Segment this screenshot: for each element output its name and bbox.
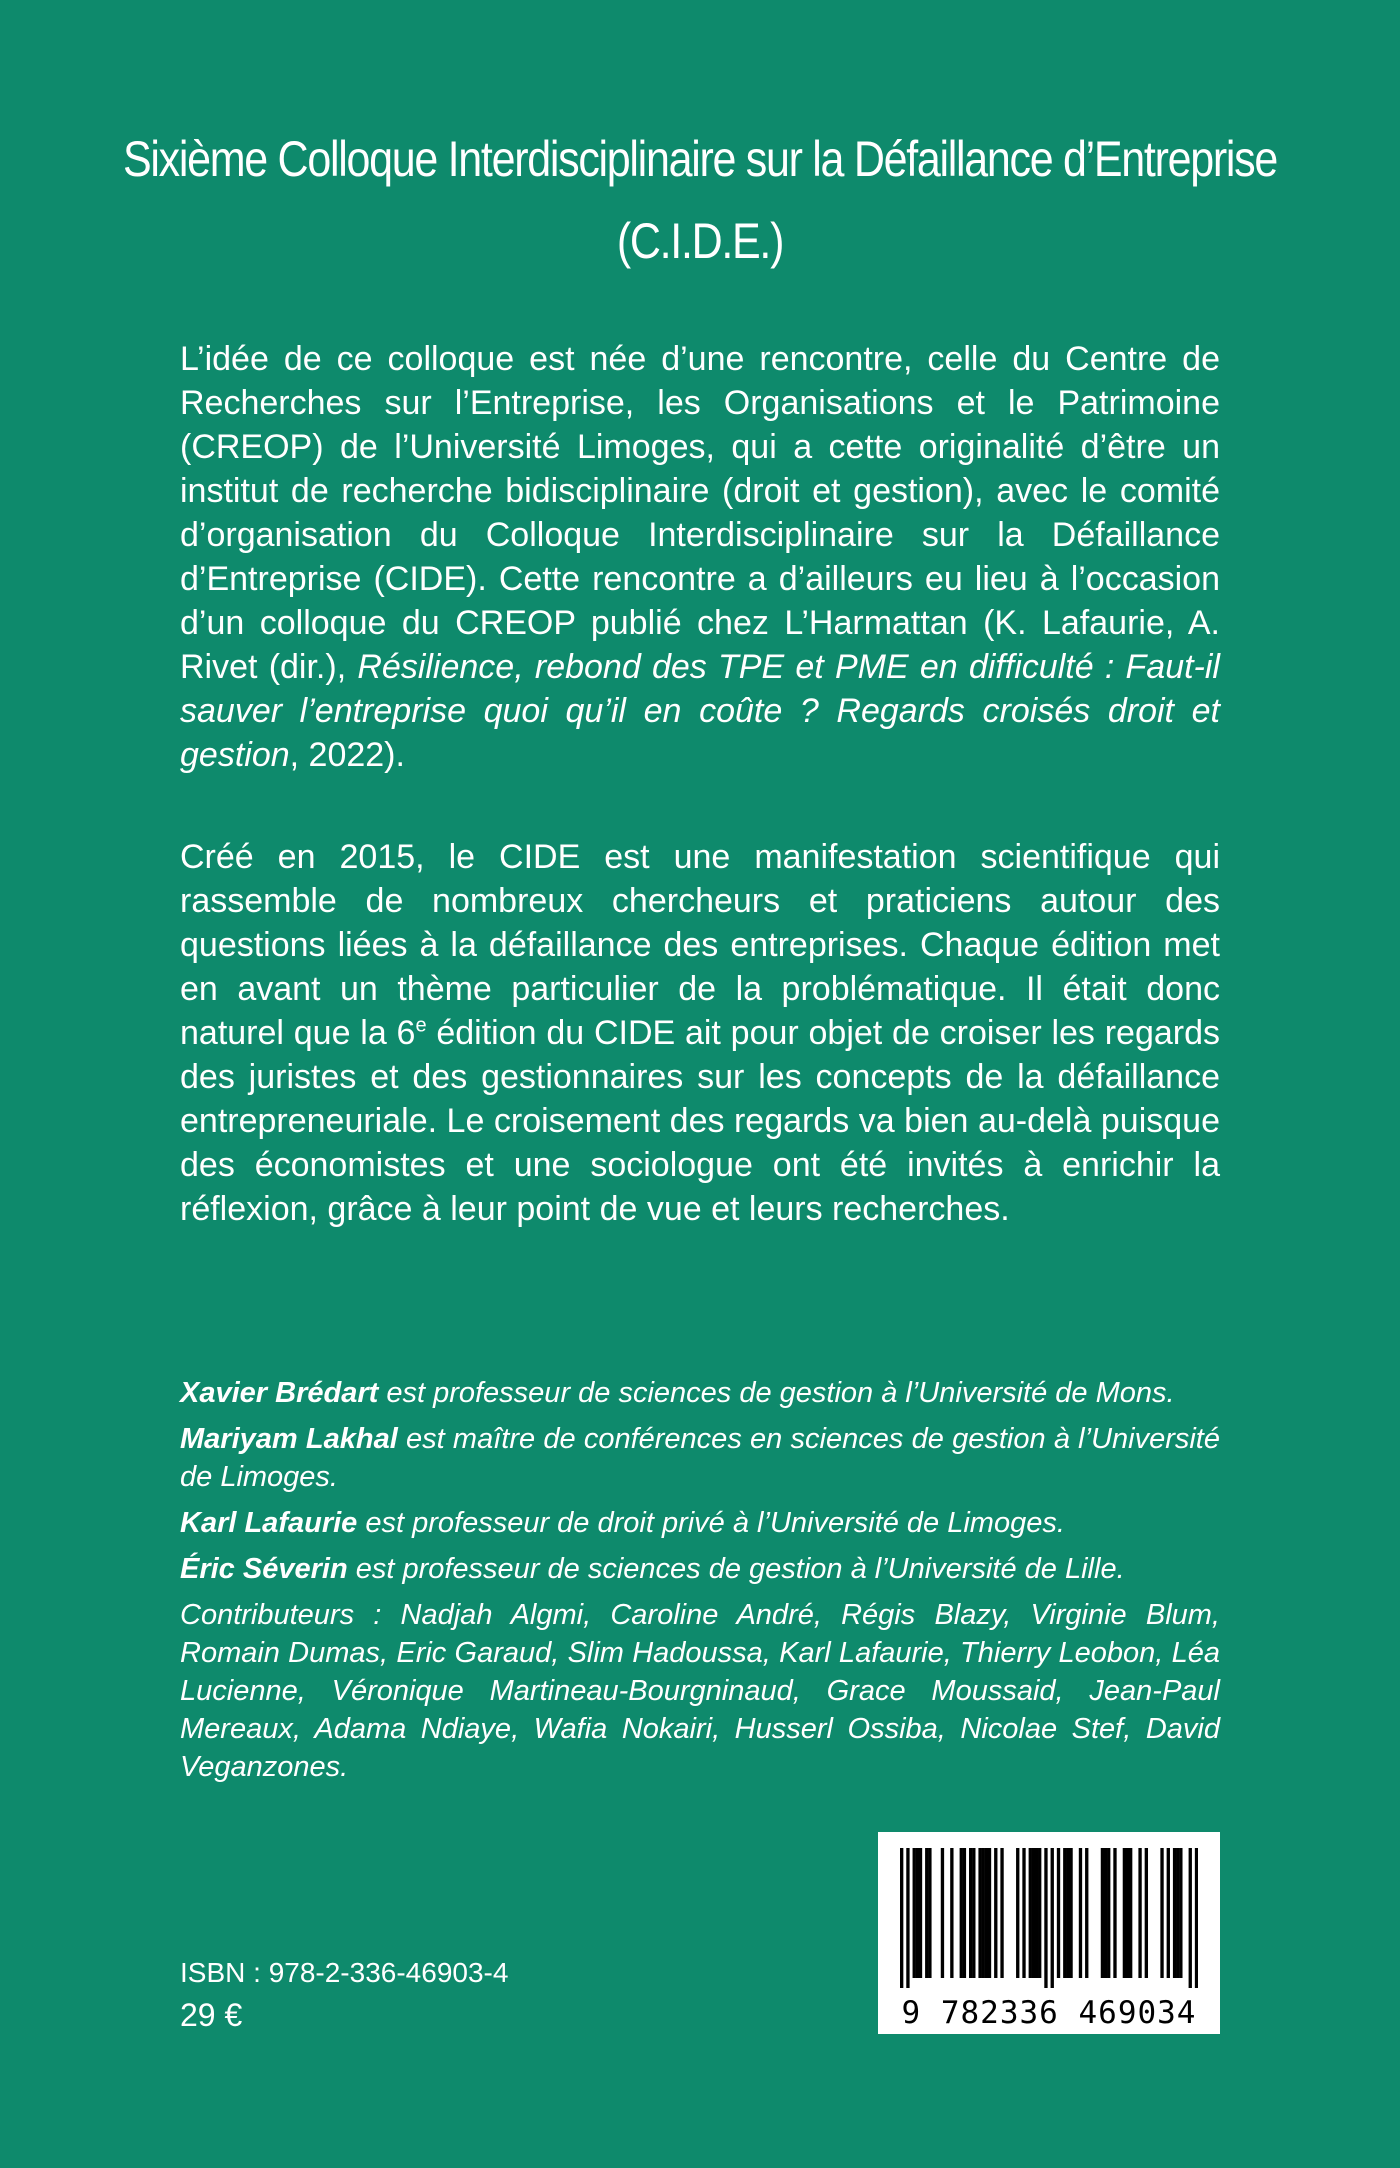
- barcode-bar: [1035, 1848, 1038, 1978]
- author-bio: [180, 1504, 1220, 1542]
- barcode-bar: [1138, 1848, 1141, 1978]
- cide-text-end: édition du CIDE ait pour objet de croiser les regards des juristes et des gestionnaires sur les concepts de la défaillance entrepreneuriale. Le croisement des regards va bien au-delà puisque des économistes et une sociologue ont été invités à enrichir la réflexion, grâce à leur point de vue et leurs recherches.: [180, 1014, 1220, 1228]
- barcode-bar: [1129, 1848, 1132, 1978]
- barcode-bar: [963, 1848, 966, 1978]
- barcode: [878, 1832, 1220, 2034]
- price-label: 29 €: [180, 1997, 243, 2033]
- barcode-bar: [1032, 1848, 1035, 1978]
- barcode-bar: [1085, 1848, 1088, 1978]
- author-description: est professeur de sciences de gestion à l’Université de Lille.: [347, 1553, 1125, 1585]
- barcode-bars: [900, 1848, 1198, 1988]
- author-description: est maître de conférences en sciences de gestion à l’Université de Limoges.: [180, 1423, 1220, 1493]
- barcode-bar: [941, 1848, 944, 1978]
- barcode-bar: [1123, 1848, 1126, 1978]
- barcode-bar: [1022, 1848, 1025, 1978]
- barcode-bar: [972, 1848, 975, 1978]
- barcode-bar: [988, 1848, 991, 1978]
- cited-book-title: Résilience, rebond des TPE et PME en difficulté : Faut-il sauver l’entreprise quoi qu’il en coûte ? Regards croisés droit et gestion: [180, 648, 1220, 774]
- author-bio: [180, 1420, 1220, 1496]
- barcode-bar: [1179, 1848, 1182, 1978]
- title-line-2: (C.I.D.E.): [616, 213, 784, 269]
- author-name: Éric Séverin: [180, 1553, 348, 1585]
- barcode-bar: [906, 1848, 909, 1988]
- barcode-bar: [919, 1848, 922, 1978]
- barcode-bar: [1189, 1848, 1192, 1988]
- barcode-bar: [1107, 1848, 1110, 1978]
- barcode-bar: [1066, 1848, 1069, 1978]
- barcode-bar: [900, 1848, 903, 1988]
- barcode-bar: [1051, 1848, 1054, 1988]
- intro-paragraph: [180, 337, 1220, 777]
- barcode-bar: [1044, 1848, 1047, 1988]
- barcode-bar: [1176, 1848, 1179, 1978]
- barcode-bar: [928, 1848, 931, 1978]
- barcode-bar: [978, 1848, 981, 1978]
- barcode-bar: [1160, 1848, 1163, 1978]
- author-name: Mariyam Lakhal: [180, 1423, 398, 1455]
- barcode-bar: [1101, 1848, 1104, 1978]
- barcode-bar: [1104, 1848, 1107, 1978]
- barcode-bar: [1063, 1848, 1066, 1978]
- barcode-bar: [1057, 1848, 1060, 1978]
- barcode-number: 9 782336 469034: [901, 1995, 1197, 2031]
- cide-text-start: Créé en 2015, le CIDE est une manifestation scientifique qui rassemble de nombreux chercheurs et praticiens autour des questions liées à la défaillance des entreprises. Chaque édition met en avant un thème particulier de la problématique. Il était donc naturel que la 6: [180, 838, 1220, 1052]
- barcode-bar: [1173, 1848, 1176, 1978]
- barcode-bar: [1000, 1848, 1003, 1978]
- author-name: Karl Lafaurie: [180, 1507, 358, 1539]
- edition-superscript: e: [415, 1014, 427, 1037]
- author-bio: [180, 1550, 1220, 1588]
- barcode-bar: [1079, 1848, 1082, 1978]
- barcode-bar: [1195, 1848, 1198, 1988]
- barcode-bar: [960, 1848, 963, 1978]
- author-description: est professeur de droit privé à l’Université de Limoges.: [357, 1507, 1065, 1539]
- barcode-bar: [1069, 1848, 1072, 1978]
- author-bio: [180, 1374, 1220, 1412]
- book-title: [98, 118, 1302, 282]
- barcode-bar: [1113, 1848, 1116, 1978]
- barcode-bar: [913, 1848, 916, 1978]
- barcode-bar: [916, 1848, 919, 1978]
- barcode-bar: [1016, 1848, 1019, 1978]
- author-name: Xavier Brédart: [180, 1377, 379, 1409]
- intro-text-end: , 2022).: [289, 736, 405, 774]
- barcode-bar: [969, 1848, 972, 1978]
- contributors-list: Contributeurs : Nadjah Algmi, Caroline André, Régis Blazy, Virginie Blum, Romain Dumas, Eric Garaud, Slim Hadoussa, Karl Lafaurie, Thierry Leobon, Léa Lucienne, Véronique Martineau-Bourgninaud, Grace Moussaid, Jean-Paul Mereaux, Adama Ndiaye, Wafia Nokairi, Husserl Ossiba, Nicolae Stef, David Veganzones.: [180, 1599, 1220, 1783]
- intro-text-start: L’idée de ce colloque est née d’une rencontre, celle du Centre de Recherches sur l’Entreprise, les Organisations et le Patrimoine (CREOP) de l’Université Limoges, qui a cette originalité d’être un institut de recherche bidisciplinaire (droit et gestion), avec le comité d’organisation du Colloque Interdisciplinaire sur la Défaillance d’Entreprise (CIDE). Cette rencontre a d’ailleurs eu lieu à l’occasion d’un colloque du CREOP publié chez L’Harmattan (K. Lafaurie, A. Rivet (dir.),: [180, 340, 1220, 686]
- barcode-bar: [985, 1848, 988, 1978]
- barcode-bar: [1029, 1848, 1032, 1978]
- barcode-bar: [1126, 1848, 1129, 1978]
- barcode-bar: [1167, 1848, 1170, 1978]
- barcode-bar: [925, 1848, 928, 1978]
- isbn-label: ISBN : 978-2-336-46903-4: [180, 1957, 509, 1988]
- cide-paragraph: [180, 835, 1220, 1231]
- barcode-bar: [1145, 1848, 1148, 1978]
- author-bios: [180, 1374, 1220, 1794]
- barcode-bar: [1038, 1848, 1041, 1978]
- barcode-bar: [950, 1848, 953, 1978]
- barcode-bar: [994, 1848, 997, 1978]
- title-line-1: Sixième Colloque Interdisciplinaire sur la Défaillance d’Entreprise: [122, 131, 1277, 187]
- barcode-bar: [982, 1848, 985, 1978]
- author-description: est professeur de sciences de gestion à l’Université de Mons.: [378, 1377, 1175, 1409]
